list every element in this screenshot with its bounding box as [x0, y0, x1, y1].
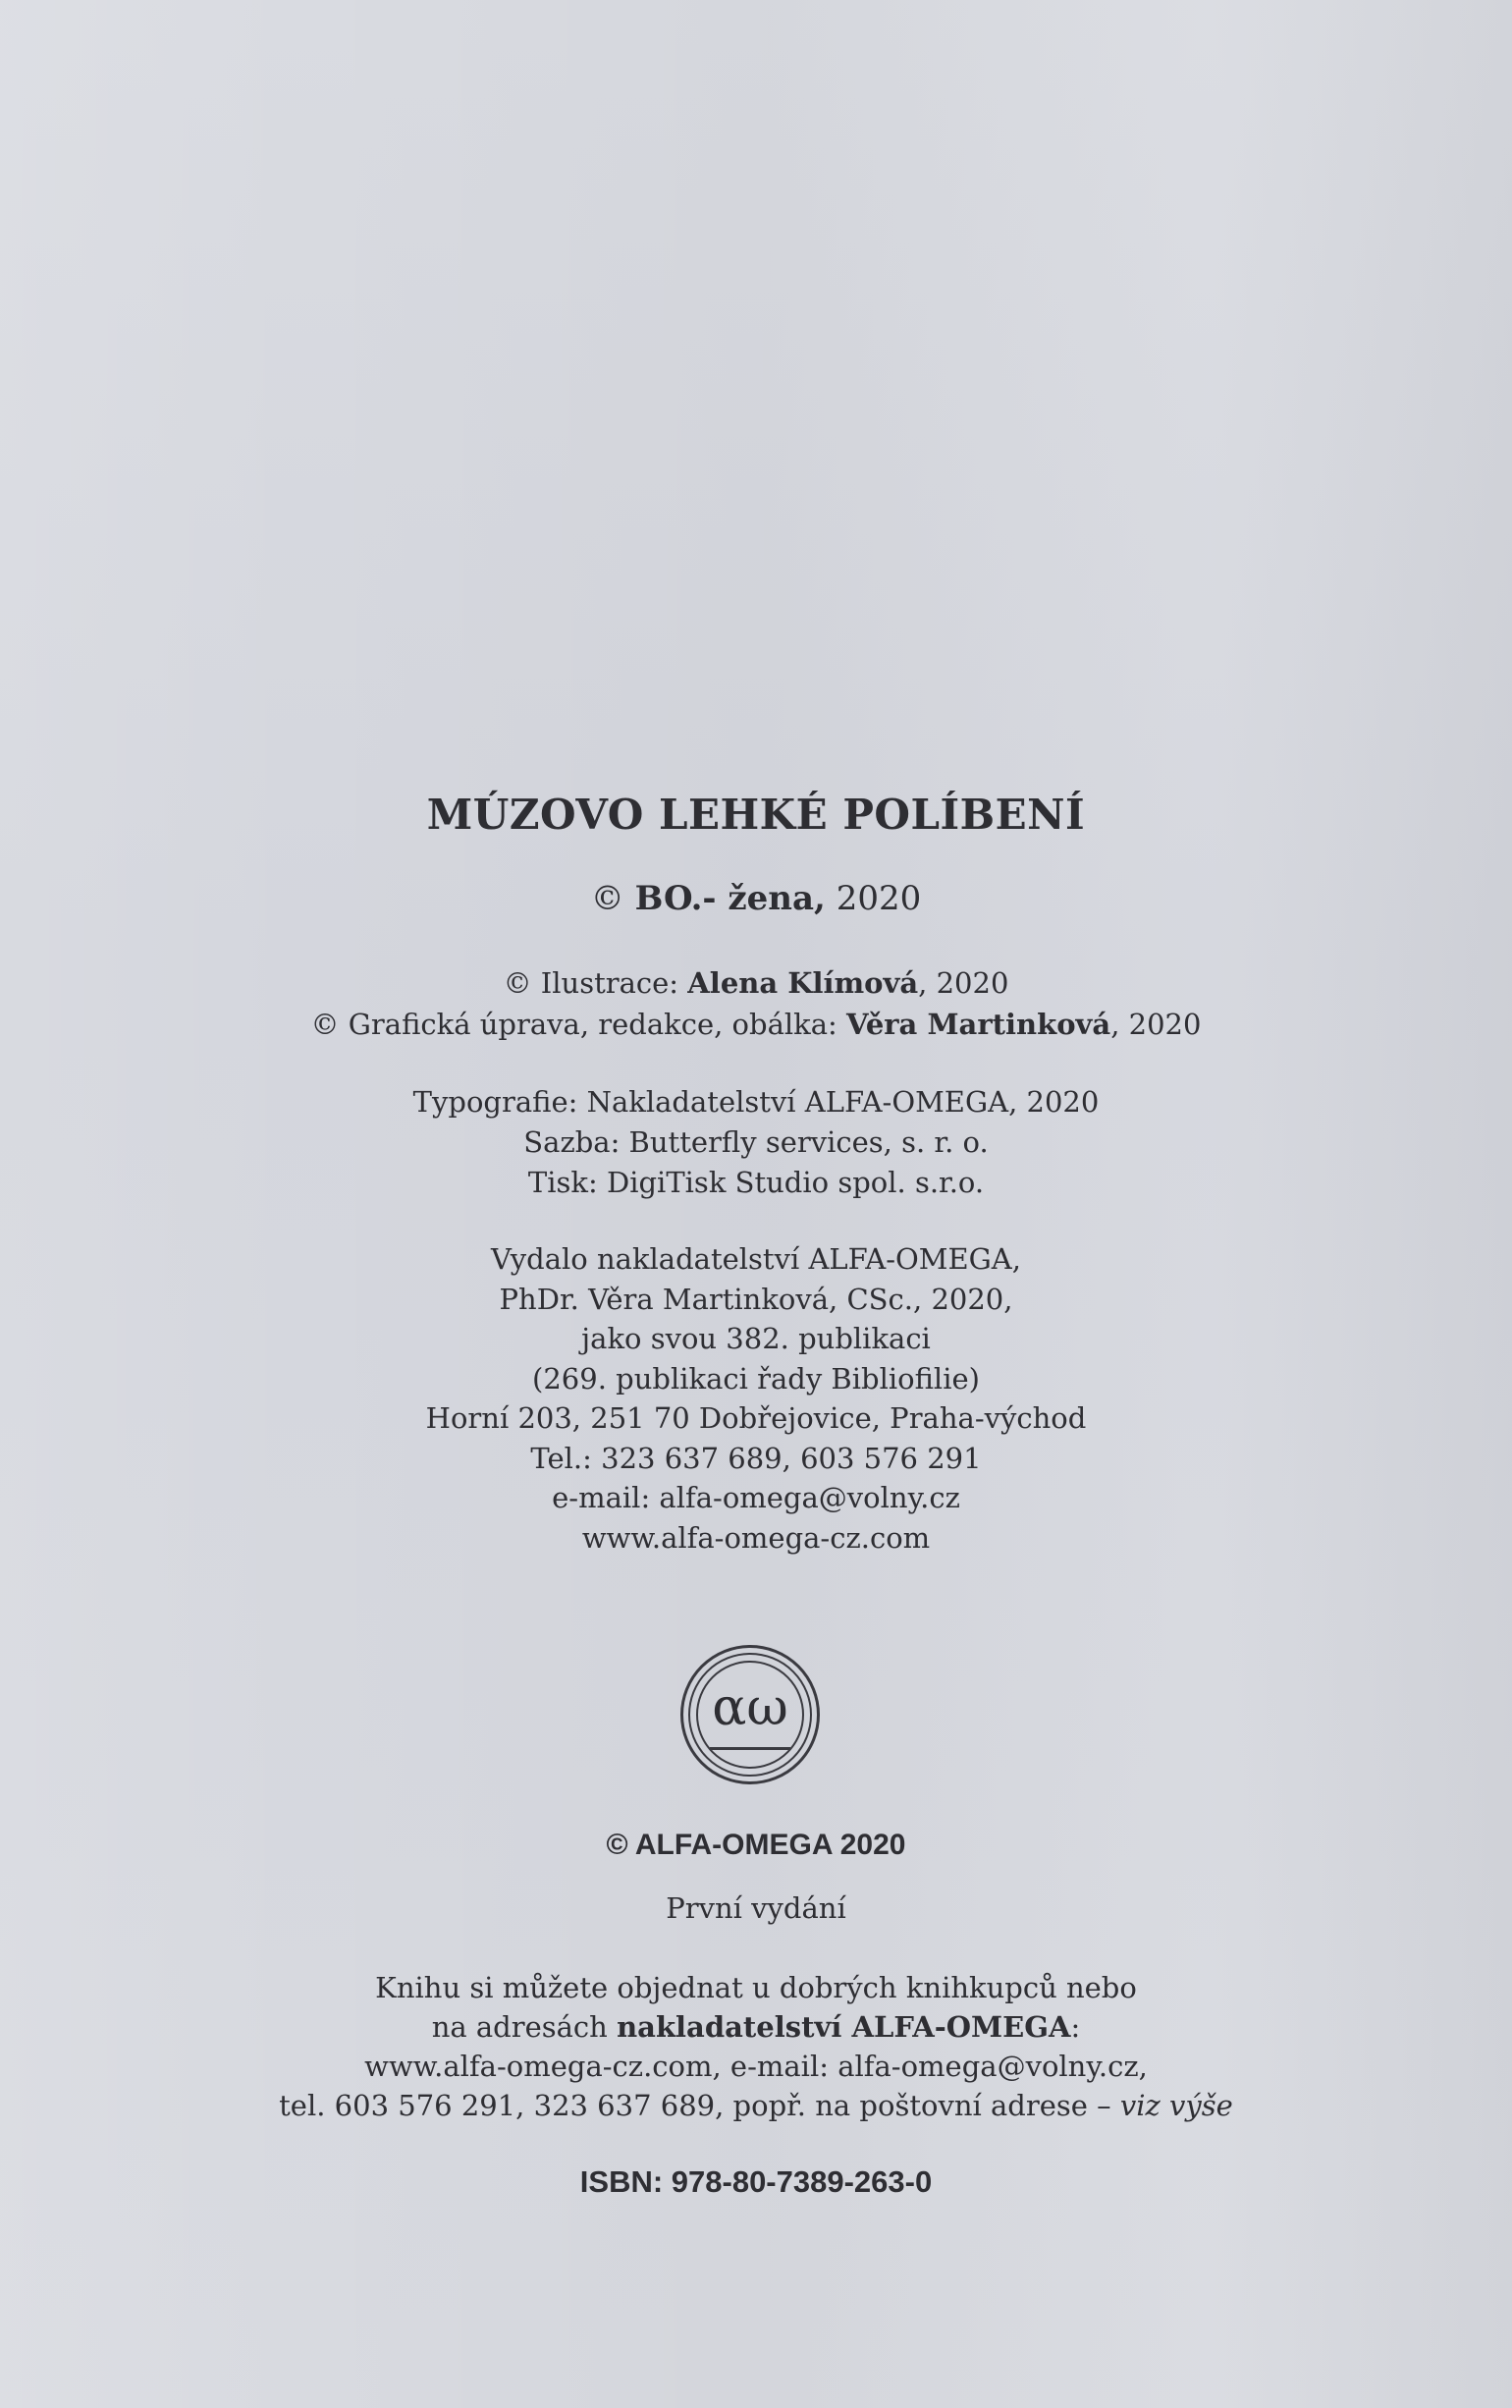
illustrator-name: Alena Klímová [687, 966, 919, 1000]
author-year: 2020 [836, 879, 922, 918]
printing-line: Tisk: DigiTisk Studio spol. s.r.o. [527, 1166, 985, 1199]
publisher-website: www.alfa-omega-cz.com [581, 1520, 931, 1555]
illustration-credit: © Ilustrace: Alena Klímová, 2020 [503, 966, 1009, 1000]
publisher-copyright: © ALFA-OMEGA 2020 [606, 1829, 906, 1861]
author-copyright [0, 879, 1512, 918]
alfa-omega-logo [680, 1645, 820, 1784]
book-title-text: MÚZOVO LEHKÉ POLÍBENÍ [426, 791, 1086, 839]
logo-text: αω [712, 1678, 788, 1737]
author-name: BO.- žena, [634, 879, 826, 918]
order-line: www.alfa-omega-cz.com, e-mail: alfa-omega@volny.cz, [364, 2050, 1148, 2083]
publisher-line: Vydalo nakladatelství ALFA-OMEGA, [491, 1242, 1021, 1276]
design-credit: © Grafická úprava, redakce, obálka: Věra Martinková, 2020 [310, 1008, 1202, 1041]
order-line: tel. 603 576 291, 323 637 689, popř. na poštovní adrese – viz výše [279, 2089, 1233, 2122]
technical-credits [0, 1082, 1512, 1203]
publisher-phone: Tel.: 323 637 689, 603 576 291 [530, 1441, 982, 1475]
copyright-symbol: © [590, 879, 624, 918]
publisher-info [0, 1239, 1512, 1558]
publisher-line: PhDr. Věra Martinková, CSc., 2020, [499, 1282, 1013, 1316]
book-title [0, 791, 1512, 839]
publisher-address: Horní 203, 251 70 Dobřejovice, Praha-východ [425, 1401, 1087, 1435]
publisher-line: jako svou 382. publikaci [581, 1322, 931, 1355]
credits [0, 962, 1512, 1045]
designer-name: Věra Martinková [845, 1008, 1111, 1041]
typesetting-line: Sazba: Butterfly services, s. r. o. [523, 1125, 989, 1159]
typography-line: Typografie: Nakladatelství ALFA-OMEGA, 2020 [412, 1085, 1100, 1119]
publisher-line: (269. publikaci řady Bibliofilie) [532, 1361, 980, 1396]
order-info [0, 1968, 1512, 2125]
order-line: Knihu si můžete objednat u dobrých knihkupců nebo [375, 1971, 1137, 2004]
publisher-email: e-mail: alfa-omega@volny.cz [552, 1481, 960, 1514]
order-line: na adresách nakladatelství ALFA-OMEGA: [431, 2010, 1081, 2044]
isbn: ISBN: 978-80-7389-263-0 [579, 2164, 933, 2199]
edition: První vydání [666, 1891, 846, 1925]
